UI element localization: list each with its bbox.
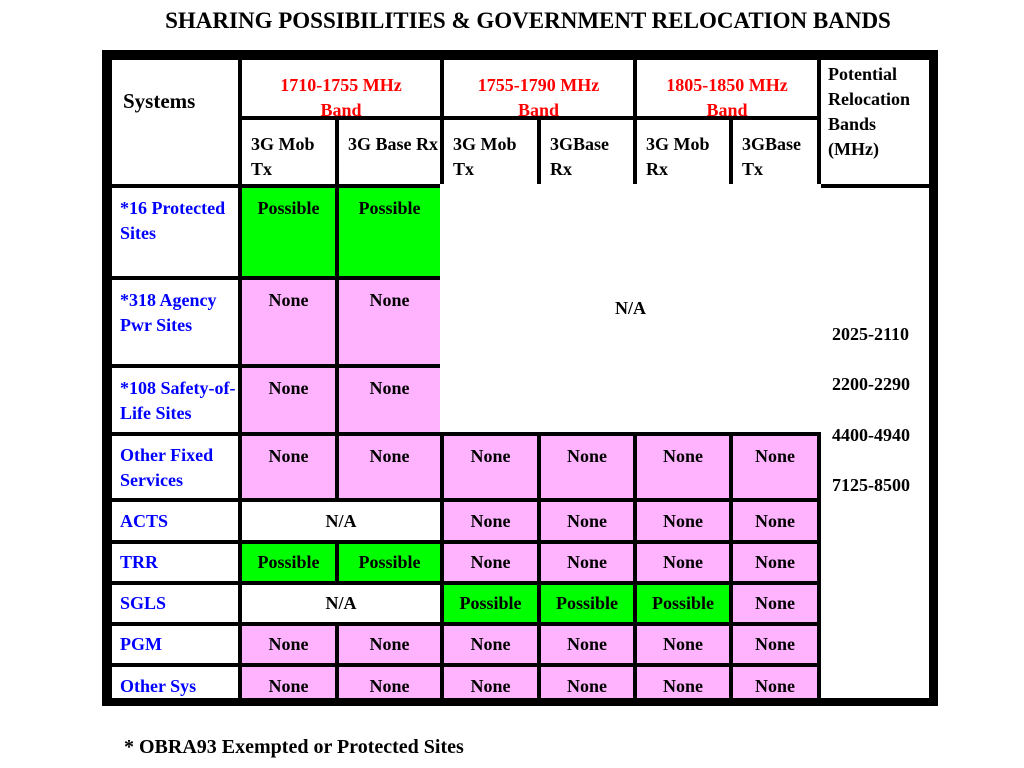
systems-header: Systems	[123, 89, 196, 113]
sharing-table	[102, 50, 938, 706]
value-cell: None	[637, 626, 729, 663]
value-cell: None	[444, 502, 537, 540]
system-label: TRR	[112, 544, 238, 581]
value-cell: None	[444, 544, 537, 581]
na-label: N/A	[615, 297, 646, 318]
sub-header-3g-base-tx-1805: 3GBase Tx	[733, 120, 817, 184]
value-cell: None	[733, 544, 817, 581]
system-label: Other Fixed Services	[112, 436, 238, 498]
band-header-1755: 1755-1790 MHz Band	[444, 60, 633, 116]
value-cell: None	[339, 368, 440, 432]
relocation-bands-cell	[821, 188, 929, 698]
relocation-band-4: 7125-8500	[832, 475, 910, 495]
value-cell: None	[339, 436, 440, 498]
value-cell: None	[733, 585, 817, 622]
relocation-header: Potential Relocation Bands (MHz)	[821, 60, 929, 184]
value-cell: None	[444, 667, 537, 698]
sub-header-3g-mob-rx-1805: 3G Mob Rx	[637, 120, 729, 184]
value-cell: None	[242, 626, 335, 663]
value-cell: None	[733, 436, 817, 498]
band-header-1710: 1710-1755 MHz Band	[242, 60, 440, 116]
value-cell: None	[339, 626, 440, 663]
value-cell: Possible	[637, 585, 729, 622]
value-cell: None	[444, 436, 537, 498]
relocation-band-1: 2025-2110	[832, 324, 910, 344]
value-cell: Possible	[541, 585, 633, 622]
sub-header-3g-mob-tx-1710: 3G Mob Tx	[242, 120, 335, 184]
system-label: *108 Safety-of-Life Sites	[112, 368, 238, 432]
value-cell: N/A	[242, 585, 440, 622]
value-cell: Possible	[339, 544, 440, 581]
sub-header-3g-base-rx-1710: 3G Base Rx	[339, 120, 440, 184]
footnote: * OBRA93 Exempted or Protected Sites	[124, 736, 464, 758]
value-cell: None	[541, 544, 633, 581]
value-cell: Possible	[339, 188, 440, 276]
value-cell: None	[541, 436, 633, 498]
value-cell: N/A	[242, 502, 440, 540]
value-cell: None	[733, 502, 817, 540]
system-label: Other Sys	[112, 667, 238, 698]
value-cell: None	[733, 667, 817, 698]
value-cell: None	[339, 667, 440, 698]
value-cell: None	[242, 436, 335, 498]
band-header-1805: 1805-1850 MHz Band	[637, 60, 817, 116]
system-label: PGM	[112, 626, 238, 663]
relocation-band-3: 4400-4940	[832, 425, 910, 445]
page-title: SHARING POSSIBILITIES & GOVERNMENT RELOCATION BANDS	[165, 8, 891, 33]
value-cell: None	[242, 368, 335, 432]
value-cell: None	[637, 667, 729, 698]
value-cell: None	[541, 667, 633, 698]
sub-header-3g-base-rx-1755: 3GBase Rx	[541, 120, 633, 184]
sub-header-3g-mob-tx-1755: 3G Mob Tx	[444, 120, 537, 184]
value-cell: Possible	[444, 585, 537, 622]
value-cell: None	[637, 502, 729, 540]
value-cell: None	[339, 280, 440, 364]
system-label: *318 Agency Pwr Sites	[112, 280, 238, 364]
system-label: ACTS	[112, 502, 238, 540]
na-block	[440, 184, 821, 432]
relocation-band-2: 2200-2290	[832, 374, 910, 394]
value-cell: None	[733, 626, 817, 663]
systems-header-cell	[112, 60, 238, 184]
value-cell: None	[444, 626, 537, 663]
value-cell: None	[637, 436, 729, 498]
value-cell: Possible	[242, 188, 335, 276]
value-cell: Possible	[242, 544, 335, 581]
system-label: SGLS	[112, 585, 238, 622]
value-cell: None	[541, 626, 633, 663]
value-cell: None	[541, 502, 633, 540]
value-cell: None	[242, 667, 335, 698]
value-cell: None	[637, 544, 729, 581]
system-label: *16 Protected Sites	[112, 188, 238, 276]
value-cell: None	[242, 280, 335, 364]
